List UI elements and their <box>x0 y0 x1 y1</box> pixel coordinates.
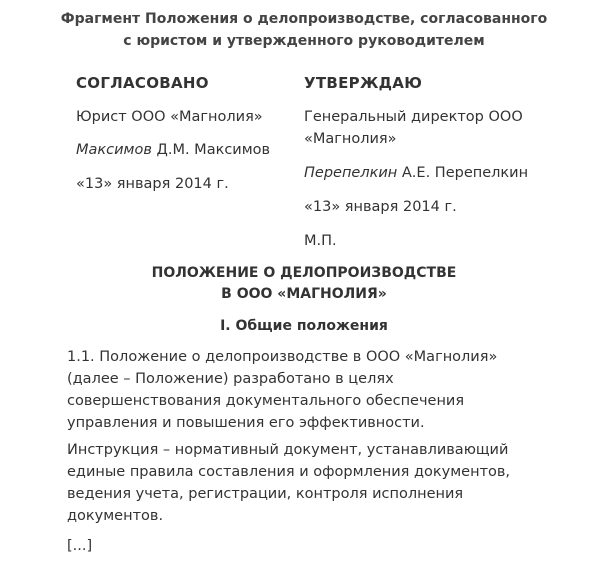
paragraph-1-line-4: управления и повышения его эффективности. <box>67 415 425 431</box>
director-position-line-1: Генеральный директор ООО <box>304 109 523 125</box>
director-signature-italic: Перепелкин <box>304 165 398 181</box>
paragraph-2 <box>67 439 537 527</box>
document-title-line-2: В ООО «МАГНОЛИЯ» <box>221 286 387 302</box>
director-name: А.Е. Перепелкин <box>397 165 529 181</box>
approved-heading: СОГЛАСОВАНО <box>76 74 209 92</box>
paragraph-1-line-1: 1.1. Положение о делопроизводстве в ООО «Магнолия» <box>67 349 498 365</box>
approver-signature <box>76 139 270 161</box>
stamp-place: М.П. <box>304 233 337 249</box>
approver-signature-italic: Максимов <box>76 142 152 158</box>
approver-date: «13» января 2014 г. <box>76 176 229 192</box>
director-date: «13» января 2014 г. <box>304 199 457 215</box>
paragraph-2-line-1: Инструкция – нормативный документ, устанавливающий <box>67 442 509 458</box>
ellipsis: [...] <box>67 538 93 554</box>
paragraph-2-line-4: документов. <box>67 508 164 524</box>
paragraph-1-line-3: совершенствования документального обеспечения <box>67 393 465 409</box>
confirmed-heading: УТВЕРЖДАЮ <box>304 74 423 92</box>
section-title: I. Общие положения <box>220 318 388 334</box>
paragraph-2-line-3: ведения учета, регистрации, контроля исполнения <box>67 486 464 502</box>
paragraph-1-line-2: (далее – Положение) разработано в целях <box>67 371 394 387</box>
paragraph-1 <box>67 346 537 434</box>
approver-name: Д.М. Максимов <box>151 142 271 158</box>
director-position-line-2: «Магнолия» <box>304 131 397 147</box>
approver-position: Юрист ООО «Магнолия» <box>76 109 263 125</box>
paragraph-2-line-2: единые правила составления и оформления документов, <box>67 464 511 480</box>
director-signature <box>304 162 528 184</box>
caption-line-2: с юристом и утвержденного руководителем <box>123 33 485 49</box>
document-title-line-1: ПОЛОЖЕНИЕ О ДЕЛОПРОИЗВОДСТВЕ <box>151 265 457 281</box>
caption-line-1: Фрагмент Положения о делопроизводстве, согласованного <box>60 11 548 27</box>
